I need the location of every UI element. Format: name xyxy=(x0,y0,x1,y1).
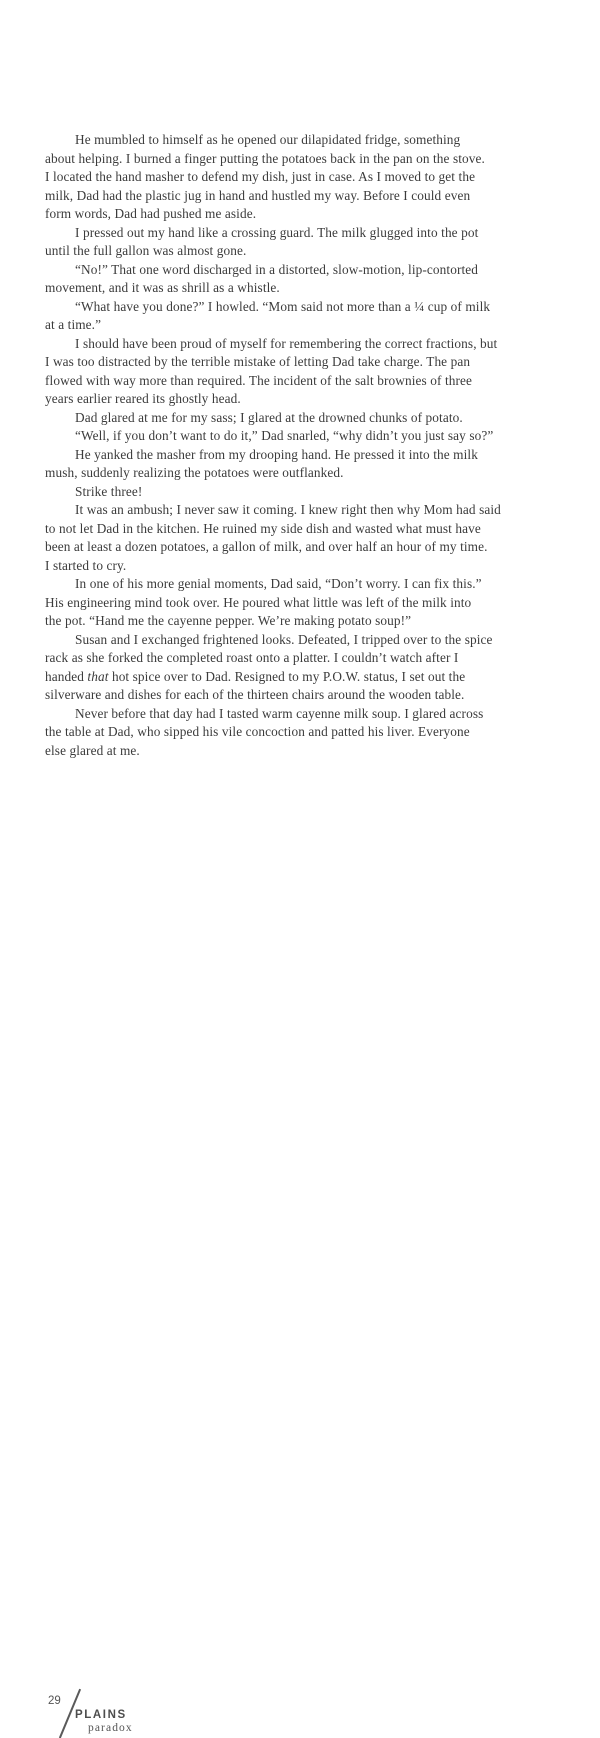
text-line: His engineering mind took over. He poured what little was left of the milk into xyxy=(45,594,472,610)
text-line: movement, and it was as shrill as a whistle. xyxy=(45,280,280,295)
book-subtitle: paradox xyxy=(88,1722,133,1734)
text-line: I located the hand masher to defend my dish, just in case. As I moved to get the xyxy=(45,169,476,184)
text-line: about helping. I burned a finger putting the potatoes back in the pan on the stove. xyxy=(45,150,485,166)
text-line: “Well, if you don’t want to do it,” Dad snarled, “why didn’t you just say so?” xyxy=(75,428,494,443)
text-line: else glared at me. xyxy=(45,742,140,758)
text-line: He yanked the masher from my drooping hand. He pressed it into the milk xyxy=(75,446,478,462)
text-line: I was too distracted by the terrible mistake of letting Dad take charge. The pan xyxy=(45,354,471,369)
text-line: It was an ambush; I never saw it coming. I knew right then why Mom had said xyxy=(75,502,501,517)
text-line: until the full gallon was almost gone. xyxy=(45,243,247,258)
text-line: been at least a dozen potatoes, a gallon of milk, and over half an hour of my time. xyxy=(45,539,488,554)
text-line: Susan and I exchanged frightened looks. Defeated, I tripped over to the spice xyxy=(75,631,493,647)
text-line: “No!” That one word discharged in a distorted, slow-motion, lip-contorted xyxy=(75,261,479,277)
text-line: handed that hot spice over to Dad. Resigned to my P.O.W. status, I set out the xyxy=(45,668,466,684)
text-line: the pot. “Hand me the cayenne pepper. We’re making potato soup!” xyxy=(45,613,412,628)
body-text xyxy=(45,131,575,760)
text-line: He mumbled to himself as he opened our dilapidated fridge, something xyxy=(75,132,461,147)
text-line: milk, Dad had the plastic jug in hand and hustled my way. Before I could even xyxy=(45,187,471,203)
text-line: I pressed out my hand like a crossing guard. The milk glugged into the pot xyxy=(75,224,479,240)
text-line: Dad glared at me for my sass; I glared at the drowned chunks of potato. xyxy=(75,409,463,425)
text-line: rack as she forked the completed roast onto a platter. I couldn’t watch after I xyxy=(45,650,459,665)
text-line: form words, Dad had pushed me aside. xyxy=(45,206,257,221)
text-line: I started to cry. xyxy=(45,557,127,573)
text-line: Never before that day had I tasted warm cayenne milk soup. I glared across xyxy=(75,705,484,721)
text-line: flowed with way more than required. The incident of the salt brownies of three xyxy=(45,372,473,388)
text-line: I should have been proud of myself for remembering the correct fractions, but xyxy=(75,335,498,351)
text-line: years earlier reared its ghostly head. xyxy=(45,391,241,406)
page-number: 29 xyxy=(48,1695,61,1707)
text-line: to not let Dad in the kitchen. He ruined my side dish and wasted what must have xyxy=(45,520,481,536)
text-line: at a time.” xyxy=(45,317,102,332)
text-line: mush, suddenly realizing the potatoes were outflanked. xyxy=(45,465,344,480)
page-footer xyxy=(0,840,220,1734)
text-line: the table at Dad, who sipped his vile concoction and patted his liver. Everyone xyxy=(45,724,470,739)
text-line: “What have you done?” I howled. “Mom said not more than a ¼ cup of milk xyxy=(75,298,491,314)
book-title: PLAINS xyxy=(75,1709,127,1721)
text-line: In one of his more genial moments, Dad said, “Don’t worry. I can fix this.” xyxy=(75,576,482,591)
text-line: silverware and dishes for each of the thirteen chairs around the wooden table. xyxy=(45,687,465,702)
text-line: Strike three! xyxy=(75,483,143,499)
